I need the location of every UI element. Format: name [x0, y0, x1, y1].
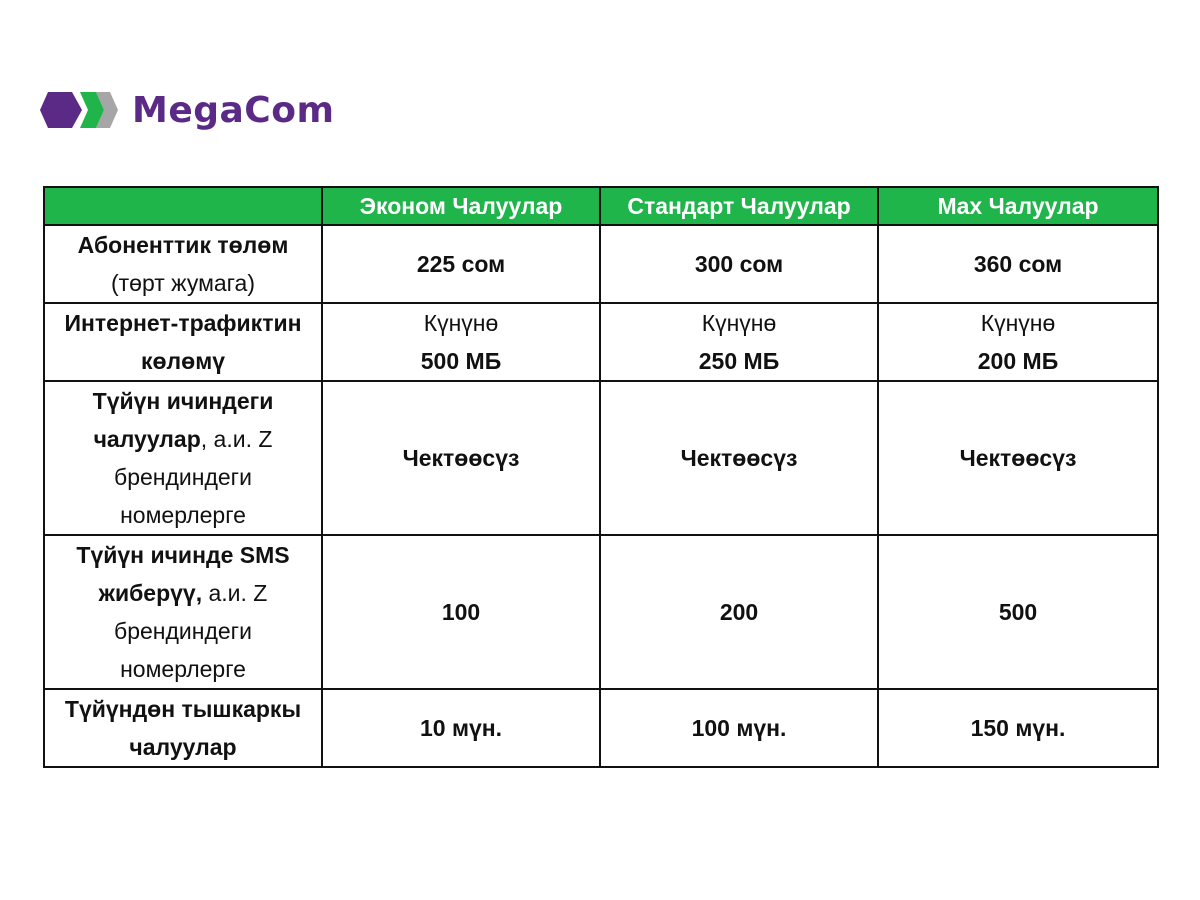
- table-cell: [600, 303, 878, 381]
- table-cell: 500: [878, 535, 1158, 689]
- cell-bottom-text: 250 МБ: [698, 348, 780, 374]
- table-cell: [322, 303, 600, 381]
- table-row: [44, 303, 1158, 381]
- row-label-line: чалуулар: [129, 734, 237, 760]
- table-row: [44, 381, 1158, 535]
- row-label-bold: жиберүү,: [98, 580, 203, 606]
- cell-bottom-text: 200 МБ: [977, 348, 1059, 374]
- table-row: [44, 225, 1158, 303]
- row-label: [44, 225, 322, 303]
- row-label-line: Түйүн ичинде SMS: [76, 542, 290, 568]
- cell-top-text: Күнүнө: [423, 310, 499, 336]
- table-cell: [878, 303, 1158, 381]
- row-label-subtitle: (төрт жумага): [110, 270, 256, 296]
- table-cell: 100: [322, 535, 600, 689]
- row-label-rest: , а.и. Z: [200, 426, 273, 452]
- table-header-row: [44, 187, 1158, 225]
- row-label-title: Абоненттик төлөм: [77, 232, 289, 258]
- table-cell: Чектөөсүз: [322, 381, 600, 535]
- row-label: [44, 689, 322, 767]
- row-label-line: Түйүндөн тышкаркы: [64, 696, 302, 722]
- megacom-logo: [40, 86, 334, 134]
- column-header-econom: Эконом Чалуулар: [322, 187, 600, 225]
- table-cell: 200: [600, 535, 878, 689]
- row-label-rest: а.и. Z: [202, 580, 268, 606]
- row-label-line: [53, 420, 313, 458]
- table-cell: 360 сом: [878, 225, 1158, 303]
- cell-top-text: Күнүнө: [701, 310, 777, 336]
- cell-top-text: Күнүнө: [980, 310, 1056, 336]
- row-label-bold: чалуулар: [93, 426, 201, 452]
- row-label-line: номерлерге: [120, 502, 246, 528]
- header-empty-cell: [44, 187, 322, 225]
- row-label-line: көлөмү: [140, 348, 226, 374]
- row-label-line: Түйүн ичиндеги: [92, 388, 274, 414]
- column-header-max: Max Чалуулар: [878, 187, 1158, 225]
- row-label: [44, 381, 322, 535]
- table-cell: 150 мүн.: [878, 689, 1158, 767]
- row-label-line: брендиндеги: [114, 618, 252, 644]
- row-label-line: [53, 574, 313, 612]
- brand-name: MegaCom: [132, 89, 335, 131]
- cell-bottom-text: 500 МБ: [420, 348, 502, 374]
- table-row: [44, 689, 1158, 767]
- table-cell: 300 сом: [600, 225, 878, 303]
- table-row: [44, 535, 1158, 689]
- row-label-line: номерлерге: [120, 656, 246, 682]
- table-cell: 100 мүн.: [600, 689, 878, 767]
- row-label-line: Интернет-трафиктин: [64, 310, 302, 336]
- table-cell: 10 мүн.: [322, 689, 600, 767]
- tariff-table: [43, 186, 1159, 768]
- row-label: [44, 303, 322, 381]
- table-cell: Чектөөсүз: [878, 381, 1158, 535]
- row-label-line: брендиндеги: [114, 464, 252, 490]
- table-cell: 225 сом: [322, 225, 600, 303]
- column-header-standard: Стандарт Чалуулар: [600, 187, 878, 225]
- hexagon-logo-icon: [40, 88, 118, 132]
- row-label: [44, 535, 322, 689]
- table-cell: Чектөөсүз: [600, 381, 878, 535]
